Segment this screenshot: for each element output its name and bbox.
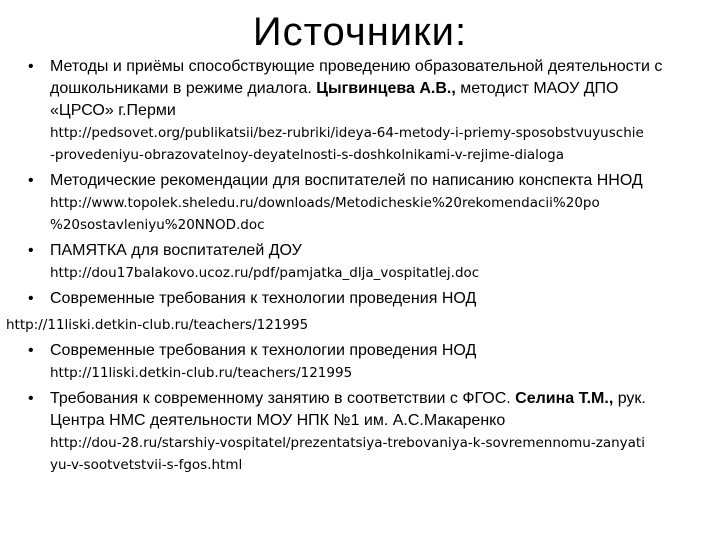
author-name: Цыгвинцева А.В., [316, 80, 456, 97]
source-item-2 [22, 170, 702, 236]
slide-title: Источники: [252, 10, 468, 54]
source-text-line [50, 78, 702, 100]
author-role: методист МАОУ ДПО [455, 80, 619, 97]
source-url-line: http://dou17balakovo.ucoz.ru/pdf/pamjatka_dlja_vospitatlej.doc [50, 265, 480, 281]
author-name: Селина Т.М., [515, 390, 614, 407]
source-item-6 [22, 388, 702, 476]
source-item-4 [22, 288, 702, 310]
source-url-line: yu-v-sootvetstvii-s-fgos.html [50, 457, 243, 473]
author-role: рук. [613, 390, 646, 407]
source-text-line [50, 388, 702, 410]
source-item-1 [22, 56, 702, 166]
source-text-line: Современные требования к технологии проведения НОД [50, 290, 477, 307]
bullet-icon: • [28, 172, 34, 189]
source-url-line: %20sostavleniyu%20NNOD.doc [50, 217, 265, 233]
source-url-line: http://pedsovet.org/publikatsii/bez-rubriki/ideya-64-metody-i-priemy-sposobstvuyuschie [50, 125, 644, 141]
source-text-line: Методические рекомендации для воспитателей по написанию конспекта ННОД [50, 172, 643, 189]
source-item-5 [22, 340, 702, 384]
source-item-3 [22, 240, 702, 284]
source-text-line: ПАМЯТКА для воспитателей ДОУ [50, 242, 302, 259]
source-text-line: Центра НМС деятельности МОУ НПК №1 им. А.С.Макаренко [50, 412, 506, 429]
source-url-line: http://www.topolek.sheledu.ru/downloads/Metodicheskie%20rekomendacii%20po [50, 195, 600, 211]
source-url-line: http://11liski.detkin-club.ru/teachers/121995 [50, 365, 353, 381]
bullet-icon: • [28, 290, 34, 307]
sources-list [6, 56, 702, 480]
bullet-icon: • [28, 390, 34, 407]
source-text: Требования к современному занятию в соответствии с ФГОС. [50, 390, 516, 407]
source-url-line: http://dou-28.ru/starshiy-vospitatel/prezentatsiya-trebovaniya-k-sovremennomu-zanyati [50, 435, 645, 451]
bullet-icon: • [28, 242, 34, 259]
source-text-line: Современные требования к технологии проведения НОД [50, 342, 477, 359]
bullet-icon: • [28, 58, 34, 75]
bullet-icon: • [28, 342, 34, 359]
source-url-plain: http://11liski.detkin-club.ru/teachers/121995 [6, 317, 309, 333]
source-url-line: -provedeniyu-obrazovatelnoy-deyatelnosti-s-doshkolnikami-v-rejime-dialoga [50, 147, 564, 163]
source-text-line: Методы и приёмы способствующие проведению образовательной деятельности с [50, 58, 663, 75]
source-text: дошкольниками в режиме диалога. [50, 80, 317, 97]
source-text-line: «ЦРСО» г.Перми [50, 102, 176, 119]
